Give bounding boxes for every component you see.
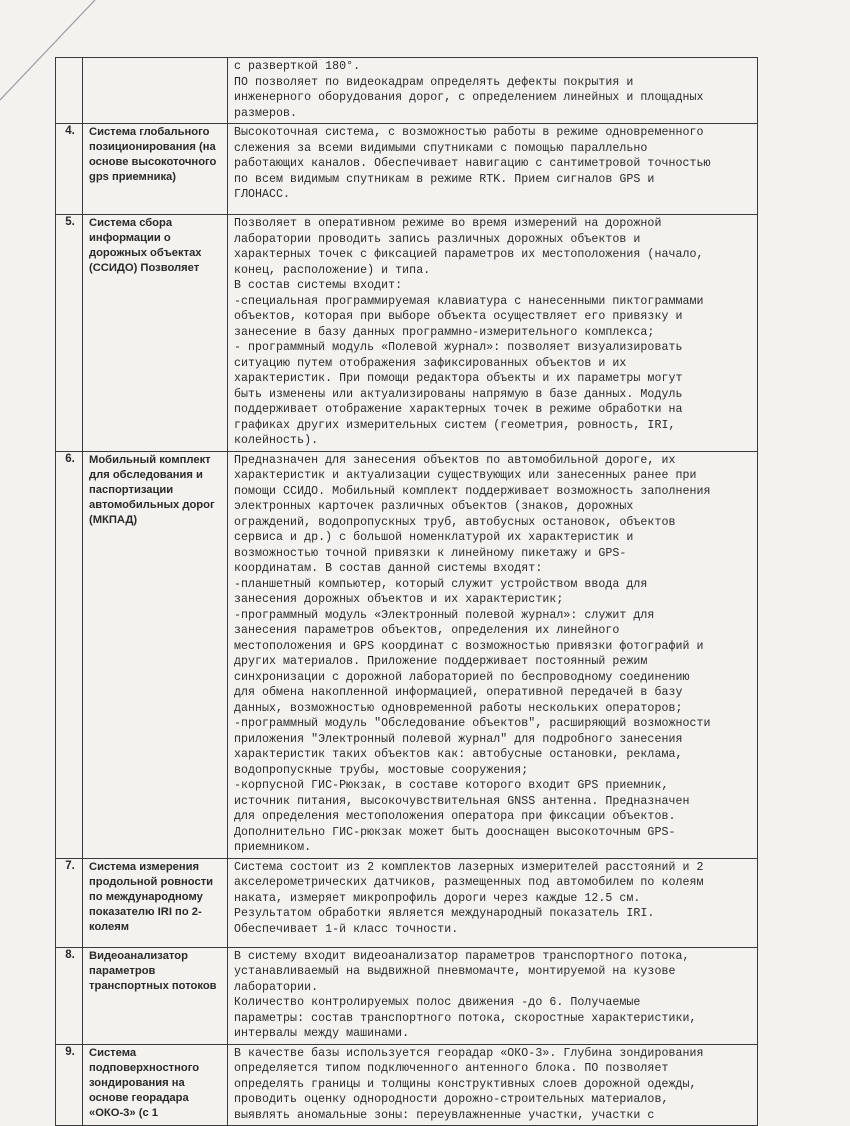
row-number: 6. bbox=[56, 451, 83, 858]
table-row bbox=[56, 58, 758, 124]
system-description: В качестве базы используется георадар «ОКО-3». Глубина зондирования определяется типом подключенного антенного блока. ПО позволяет определять границы и толщины конструктивных слоев дорожной одежды, проводить оценку однородности дорожно-строительных материалов, выявлять аномальные зоны: переувлажненные участки, участки с bbox=[228, 1044, 758, 1126]
system-name: Система сбора информации о дорожных объектах (ССИДО) Позволяет bbox=[83, 215, 228, 452]
system-name: Система подповерхностного зондирования на основе георадара «ОКО-3» (с 1 bbox=[83, 1044, 228, 1126]
system-description: Позволяет в оперативном режиме во время измерений на дорожной лаборатории проводить запись различных дорожных объектов и характерных точек с фиксацией параметров их местоположения (начало, конец, расположение) и типа. В состав системы входит: -специальная программируемая клавиатура с нанесенными пиктограммами объектов, которая при выборе объекта осуществляет его привязку и занесение в базу данных программно-измерительного комплекса; - программный модуль «Полевой журнал»: позволяет визуализировать ситуацию путем отображения зафиксированных объектов и их характеристик. При помощи редактора объекты и их параметры могут быть изменены или актуализированы напрямую в базе данных. Модуль поддерживает отображение характерных точек в режиме обработки на графиках других измерительных систем (геометрия, ровность, IRI, колейность). bbox=[228, 215, 758, 452]
table-row bbox=[56, 858, 758, 947]
system-description: В систему входит видеоанализатор параметров транспортного потока, устанавливаемый на выдвижной пневмомачте, монтируемой на кузове лаборатории. Количество контролируемых полос движения -до 6. Получаемые параметры: состав транспортного потока, скоростные характеристики, интервалы между машинами. bbox=[228, 947, 758, 1044]
table-row bbox=[56, 215, 758, 452]
system-description: Система состоит из 2 комплектов лазерных измерителей расстояний и 2 акселерометрических датчиков, размещенных под автомобилем по колеям наката, измеряет микропрофиль дороги через каждые 12.5 см. Результатом обработки является международный показатель IRI. Обеспечивает 1-й класс точности. bbox=[228, 858, 758, 947]
row-number: 4. bbox=[56, 124, 83, 215]
system-name: Система измерения продольной ровности по международному показателю IRI по 2-колеям bbox=[83, 858, 228, 947]
system-description: с разверткой 180°. ПО позволяет по видеокадрам определять дефекты покрытия и инженерного оборудования дорог, с определением линейных и площадных размеров. bbox=[228, 58, 758, 124]
row-number: 8. bbox=[56, 947, 83, 1044]
system-name: Мобильный комплект для обследования и паспортизации автомобильных дорог (МКПАД) bbox=[83, 451, 228, 858]
system-name: Видеоанализатор параметров транспортных потоков bbox=[83, 947, 228, 1044]
system-description: Высокоточная система, с возможностью работы в режиме одновременного слежения за всеми видимыми спутниками с помощью параллельно работающих каналов. Обеспечивает навигацию с сантиметровой точностью по всем видимым спутникам в режиме RTK. Прием сигналов GPS и ГЛОНАСС. bbox=[228, 124, 758, 215]
system-name: Система глобального позиционирования (на основе высокоточного gps приемника) bbox=[83, 124, 228, 215]
system-description: Предназначен для занесения объектов по автомобильной дороге, их характеристик и актуализации существующих или занесенных ранее при помощи ССИДО. Мобильный комплект поддерживает возможность заполнения электронных карточек различных объектов (знаков, дорожных ограждений, водопропускных труб, автобусных остановок, объектов сервиса и др.) с большой номенклатурой их характеристик и возможностью точной привязки к линейному пикетажу и GPS- координатам. В состав данной системы входят: -планшетный компьютер, который служит устройством ввода для занесения дорожных объектов и их характеристик; -программный модуль «Электронный полевой журнал»: служит для занесения параметров объектов, определения их линейного местоположения и GPS координат с возможностью привязки фотографий и других материалов. Приложение поддерживает постоянный режим синхронизации с дорожной лабораторией по беспроводному соединению для обмена накопленной информацией, оперативной передачей в базу данных, возможностью одновременной работы нескольких операторов; -программный модуль "Обследование объектов", расширяющий возможности приложения "Электронный полевой журнал" для подробного занесения характеристик таких объектов как: автобусные остановки, реклама, водопропускные трубы, мостовые сооружения; -корпусной ГИС-Рюкзак, в составе которого входит GPS приемник, источник питания, высокочувствительная GNSS антенна. Предназначен для определения местоположения оператора при фиксации объектов. Дополнительно ГИС-рюкзак может быть дооснащен высокоточным GPS- приемником. bbox=[228, 451, 758, 858]
table-row bbox=[56, 124, 758, 215]
row-number: 7. bbox=[56, 858, 83, 947]
row-number: 9. bbox=[56, 1044, 83, 1126]
row-number: 5. bbox=[56, 215, 83, 452]
table-row bbox=[56, 1044, 758, 1126]
system-name bbox=[83, 58, 228, 124]
table-row bbox=[56, 451, 758, 858]
equipment-table bbox=[55, 57, 758, 1126]
table-row bbox=[56, 947, 758, 1044]
row-number bbox=[56, 58, 83, 124]
